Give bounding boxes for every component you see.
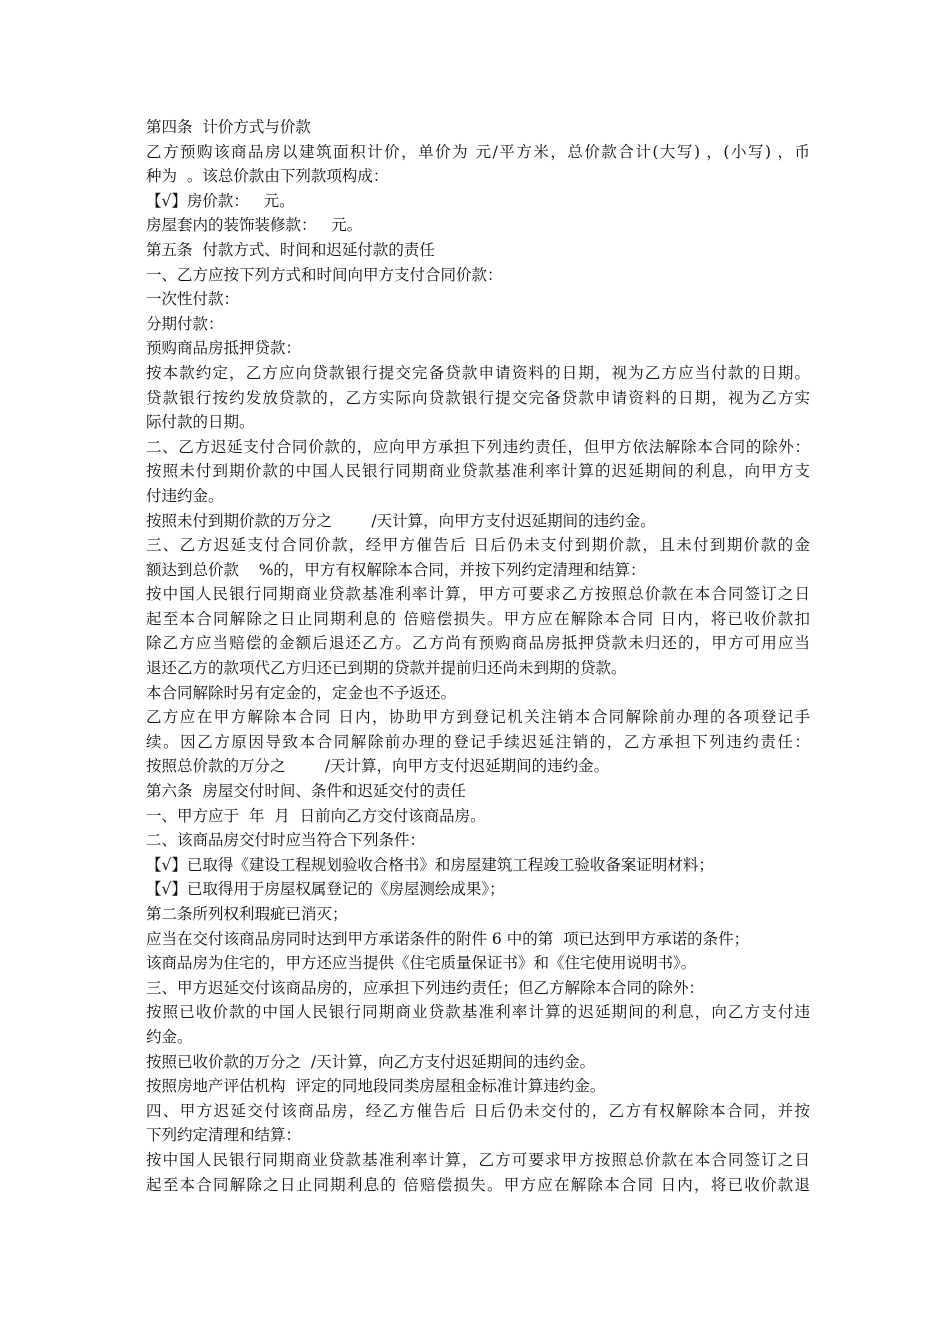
document-line: 按照已收价款的中国人民银行同期商业贷款基准利率计算的迟延期间的利息，向乙方支付违 [146, 1003, 810, 1022]
document-line: 贷款银行按约发放贷款的，乙方实际向贷款银行提交完备贷款申请资料的日期，视为乙方实 [146, 388, 810, 407]
document-line: 本合同解除时另有定金的，定金也不予返还。 [146, 683, 457, 702]
document-line: 三、甲方迟延交付该商品房的，应承担下列违约责任；但乙方解除本合同的除外： [146, 978, 705, 997]
document-line: 二、乙方迟延支付合同价款的，应向甲方承担下列违约责任，但甲方依法解除本合同的除外： [146, 437, 810, 456]
document-line: 起至本合同解除之日止同期利息的 倍赔偿损失。甲方应在解除本合同 日内，将已收价款扣 [146, 609, 810, 628]
document-line: 【√】已取得用于房屋权属登记的《房屋测绘成果》； [146, 880, 505, 899]
document-line: 按照房地产评估机构 评定的同地段同类房屋租金标准计算违约金。 [146, 1077, 606, 1096]
document-line: 第六条 房屋交付时间、条件和迟延交付的责任 [146, 782, 466, 801]
document-line: 一、乙方应按下列方式和时间向甲方支付合同价款： [146, 265, 503, 284]
document-line: 该商品房为住宅的，甲方还应当提供《住宅质量保证书》和《住宅使用说明书》。 [146, 954, 697, 973]
document-line: 按照已收价款的万分之 /天计算，向乙方支付迟延期间的违约金。 [146, 1052, 596, 1071]
document-line: 按照未付到期价款的万分之 /天计算，向甲方支付迟延期间的违约金。 [146, 511, 656, 530]
document-line: 按中国人民银行同期商业贷款基准利率计算，乙方可要求甲方按照总价款在本合同签订之日 [146, 1150, 810, 1169]
document-line: 付违约金。 [146, 486, 224, 505]
document-line: 第四条 计价方式与价款 [146, 118, 311, 136]
document-line: 约金。 [146, 1027, 193, 1046]
document-line: 【√】已取得《建设工程规划验收合格书》和房屋建筑工程竣工验收备案证明材料； [146, 855, 714, 874]
document-line: 按照未付到期价款的中国人民银行同期商业贷款基准利率计算的迟延期间的利息，向甲方支 [146, 462, 810, 481]
document-line: 乙方应在甲方解除本合同 日内，协助甲方到登记机关注销本合同解除前办理的各项登记手 [146, 708, 810, 727]
document-line: 按照总价款的万分之 /天计算，向甲方支付迟延期间的违约金。 [146, 757, 610, 776]
document-line: 额达到总价款 %的，甲方有权解除本合同，并按下列约定清理和结算： [146, 560, 646, 579]
document-line: 二、该商品房交付时应当符合下列条件： [146, 831, 426, 850]
document-line: 起至本合同解除之日止同期利息的 倍赔偿损失。甲方应在解除本合同 日内，将已收价款退 [146, 1175, 810, 1194]
document-line: 续。因乙方原因导致本合同解除前办理的登记手续迟延注销的，乙方承担下列违约责任： [146, 732, 810, 751]
document-line: 第五条 付款方式、时间和迟延付款的责任 [146, 240, 435, 259]
document-line: 【√】房价款： 元。 [146, 191, 295, 210]
document-line: 一次性付款： [146, 290, 240, 309]
document-line: 应当在交付该商品房同时达到甲方承诺条件的附件 6 中的第 项已达到甲方承诺的条件； [146, 929, 750, 948]
document-line: 四、甲方迟延交付该商品房，经乙方催告后 日后仍未交付的，乙方有权解除本合同，并按 [146, 1101, 810, 1120]
document-line: 三、乙方迟延支付合同价款，经甲方催告后 日后仍未支付到期价款，且未付到期价款的金 [146, 536, 810, 555]
document-line: 际付款的日期。 [146, 413, 255, 432]
document-line: 除乙方应当赔偿的金额后退还乙方。乙方尚有预购商品房抵押贷款未归还的，甲方可用应当 [146, 634, 810, 653]
document-line: 退还乙方的款项代乙方归还已到期的贷款并提前归还尚未到期的贷款。 [146, 659, 627, 678]
document-line: 分期付款： [146, 314, 224, 333]
document-line: 第二条所列权利瑕疵已消灭； [146, 905, 348, 923]
document-line: 按本款约定，乙方应向贷款银行提交完备贷款申请资料的日期，视为乙方应当付款的日期。 [146, 363, 810, 382]
document-line: 按中国人民银行同期商业贷款基准利率计算，甲方可要求乙方按照总价款在本合同签订之日 [146, 585, 810, 604]
document-line: 房屋套内的装饰装修款： 元。 [146, 216, 363, 235]
document-line: 乙方预购该商品房以建筑面积计价，单价为 元/平方米，总价款合计(大写) ，(小写) ，币 [146, 142, 810, 161]
document-line: 种为 。该总价款由下列款项构成： [146, 167, 389, 186]
document-line: 预购商品房抵押贷款： [146, 339, 302, 358]
document-line: 下列约定清理和结算： [146, 1126, 302, 1145]
contract-body [146, 115, 810, 1197]
document-line: 一、甲方应于 年 月 日前向乙方交付该商品房。 [146, 806, 486, 825]
